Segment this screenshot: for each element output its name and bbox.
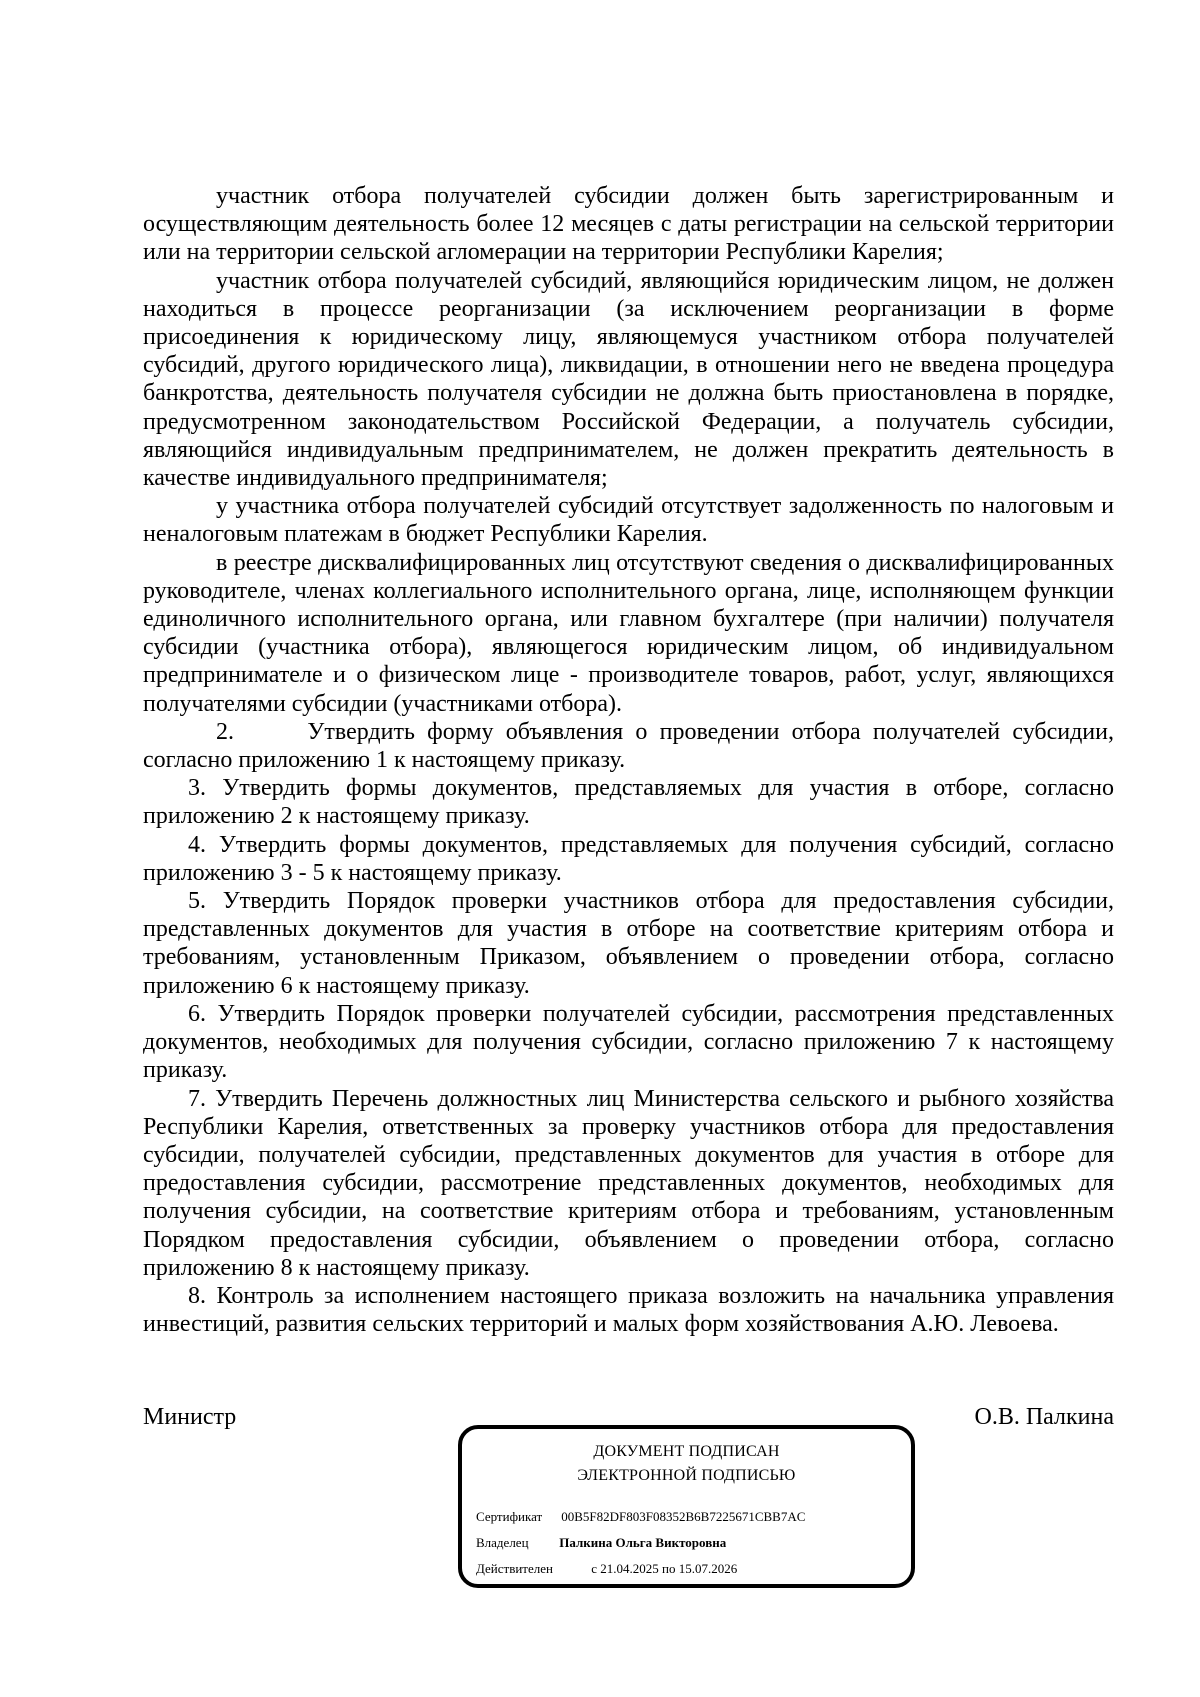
stamp-valid-row xyxy=(476,1561,737,1577)
owner-value: Палкина Ольга Викторовна xyxy=(559,1535,727,1550)
electronic-signature-stamp xyxy=(458,1425,915,1588)
stamp-title-line1: ДОКУМЕНТ ПОДПИСАН xyxy=(593,1443,780,1460)
item-number: 5. xyxy=(188,888,206,915)
item-number: 8. xyxy=(188,1282,206,1309)
document-body xyxy=(143,182,1114,1338)
valid-from: 21.04.2025 xyxy=(600,1561,659,1576)
item-text: Утвердить Перечень должностных лиц Министерства сельского и рыбного хозяйства Республики Карелия, ответственных за проверку участников отбора для предоставления субсидии, получателей субсидии, представленных документов для участия в отборе для предоставления субсидии, рассмотрение представленных документов, необходимых для получения субсидии, на соответствие критериям отбора и требованиям, установленным Порядком предоставления субсидии, объявлением о проведении отбора, согласно приложению 8 к настоящему приказу. xyxy=(143,1085,1115,1281)
item-text: Утвердить Порядок проверки получателей субсидии, рассмотрения представленных документов, необходимых для получения субсидии, согласно приложению 7 к настоящему приказу. xyxy=(143,1000,1115,1084)
valid-label: Действителен xyxy=(476,1561,553,1576)
signer-position: Министр xyxy=(143,1404,237,1430)
item-text: Утвердить форму объявления о проведении отбора получателей субсидии, согласно приложению 1 к настоящему приказу. xyxy=(143,718,1114,774)
numbered-item xyxy=(143,1085,1114,1282)
item-number: 7. xyxy=(188,1085,206,1112)
signer-name: О.В. Палкина xyxy=(974,1404,1114,1430)
numbered-item xyxy=(143,718,1114,774)
certificate-label: Сертификат xyxy=(476,1509,543,1524)
valid-to-prefix: по xyxy=(662,1561,676,1576)
stamp-title-line2: ЭЛЕКТРОННОЙ ПОДПИСЬЮ xyxy=(577,1467,796,1484)
stamp-certificate-row xyxy=(476,1509,805,1525)
item-number: 4. xyxy=(188,831,206,858)
stamp-owner-row xyxy=(476,1535,726,1551)
valid-to: 15.07.2026 xyxy=(678,1561,738,1576)
item-number: 3. xyxy=(188,775,206,802)
paragraph: в реестре дисквалифицированных лиц отсутствуют сведения о дисквалифицированных руководителе, членах коллегиального исполнительного органа, лице, исполняющем функции единоличного исполнительного органа, или главном бухгалтере (при наличии) получателя субсидии (участника отбора), являющегося юридическим лицом, об индивидуальном предпринимателе и о физическом лице - производителе товаров, работ, услуг, являющихся получателями субсидии (участниками отбора). xyxy=(143,549,1114,717)
item-text: Утвердить формы документов, представляемых для получения субсидий, согласно приложению 3 - 5 к настоящему приказу. xyxy=(143,831,1115,886)
item-text: Утвердить Порядок проверки участников отбора для предоставления субсидии, представленных документов для участия в отборе на соответствие критериям отбора и требованиям, установленным Приказом, объявлением о проведении отбора, согласно приложению 6 к настоящему приказу. xyxy=(143,888,1115,999)
item-number: 2. xyxy=(216,718,234,745)
paragraph: участник отбора получателей субсидии должен быть зарегистрированным и осуществляющим деятельность более 12 месяцев с даты регистрации на сельской территории или на территории сельской агломерации на территории Республики Карелия; xyxy=(143,183,1114,266)
valid-from-prefix: с xyxy=(591,1561,598,1576)
numbered-item xyxy=(143,774,1114,830)
numbered-item xyxy=(143,1000,1114,1085)
certificate-value: 00B5F82DF803F08352B6B7225671CBB7AC xyxy=(561,1509,806,1524)
item-text: Утвердить формы документов, представляемых для участия в отборе, согласно приложению 2 к настоящему приказу. xyxy=(143,775,1114,830)
numbered-item xyxy=(143,887,1114,1000)
numbered-item xyxy=(143,831,1114,887)
item-number: 6. xyxy=(188,1000,206,1027)
paragraph: у участника отбора получателей субсидий отсутствует задолженность по налоговым и неналоговым платежам в бюджет Республики Карелия. xyxy=(143,493,1114,548)
numbered-item xyxy=(143,1282,1114,1338)
paragraph: участник отбора получателей субсидий, являющийся юридическим лицом, не должен находиться в процессе реорганизации (за исключением реорганизации в форме присоединения к юридическому лицу, являющемуся участником отбора получателей субсидий, другого юридического лица), ликвидации, в отношении него не введена процедура банкротства, деятельность получателя субсидии не должна быть приостановлена в порядке, предусмотренном законодательством Российской Федерации, а получатель субсидии, являющийся индивидуальным предпринимателем, не должен прекратить деятельность в качестве индивидуального предпринимателя; xyxy=(143,267,1114,492)
item-text: Контроль за исполнением настоящего приказа возложить на начальника управления инвестиций, развития сельских территорий и малых форм хозяйствования А.Ю. Левоева. xyxy=(143,1282,1114,1338)
owner-label: Владелец xyxy=(476,1535,529,1550)
